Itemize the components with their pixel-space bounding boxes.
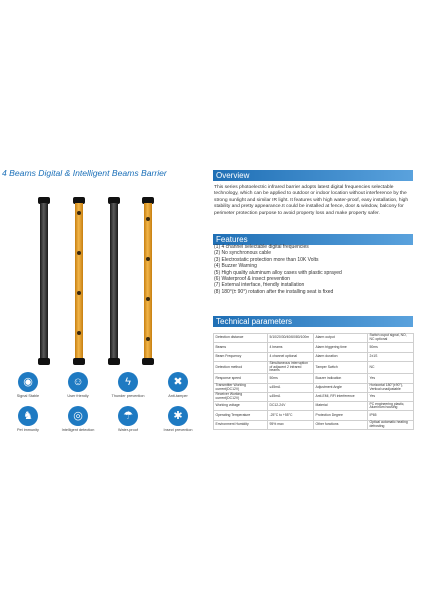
feature-pet: ♞ Pet immunity xyxy=(8,406,48,432)
table-row: Environment Humidity 95% max Other functions Optical automatic heating defrosting xyxy=(214,420,414,429)
feature-item: (6) Waterproof & insect prevention xyxy=(214,276,290,283)
insect-icon: ✱ xyxy=(168,406,188,426)
user-icon: ☺ xyxy=(68,372,88,392)
barrier-pole-open-1 xyxy=(72,197,86,365)
table-row: Receiver Working current(DC12V) ≤45mA Anti-EMI, RFI interference Yes xyxy=(214,392,414,401)
parameters-table xyxy=(213,333,414,430)
tamper-icon: ✖ xyxy=(168,372,188,392)
table-row: Beam Frequency 4 channel optional Alarm duration 2±1S xyxy=(214,352,414,361)
detection-icon: ◎ xyxy=(68,406,88,426)
table-row: Detection method Simultaneous interruption of adjacent 2 infrared beams Tamper Switch NC xyxy=(214,361,414,373)
feature-insect: ✱ Insect prevention xyxy=(158,406,198,432)
table-row: Operating Temperature -25°C to +55°C Protection Degree IP65 xyxy=(214,411,414,420)
barrier-pole-dark-2 xyxy=(107,197,121,365)
feature-waterproof: ☂ Water-proof xyxy=(108,406,148,432)
feature-icons-row-2 xyxy=(8,406,198,432)
feature-item: (3) Electrostatic protection more than 10K Volts xyxy=(214,256,319,263)
feature-icons-row-1 xyxy=(8,372,198,398)
features-heading: Features xyxy=(213,234,413,245)
table-row: Transmitter Working current(DC12V) ≤45mA Adjustment Angle Horizontal 180°(±90°), Vertical unadjustable xyxy=(214,383,414,392)
feature-tamper: ✖ Anti-tamper xyxy=(158,372,198,398)
page-title: 4 Beams Digital & Intelligent Beams Barrier xyxy=(2,168,167,178)
waterproof-icon: ☂ xyxy=(118,406,138,426)
table-row: Beams 4 beams Alarm triggering time 50ms xyxy=(214,343,414,352)
lightning-icon: ϟ xyxy=(118,372,138,392)
feature-item: (8) 180°(± 90°) rotation after the installing seat is fixed xyxy=(214,288,334,295)
feature-thunder: ϟ Thunder prevention xyxy=(108,372,148,398)
table-row: Working voltage DC12-24V Material PC engineering plastic, Aluminum housing xyxy=(214,402,414,411)
signal-icon: ◉ xyxy=(18,372,38,392)
feature-detection: ◎ Intelligent detection xyxy=(58,406,98,432)
table-row: Detection distance 5/10/20/30/40/60/80/100m Alarm output Switch ouput signal, NO, NC optional xyxy=(214,334,414,343)
parameters-heading: Technical parameters xyxy=(213,316,413,327)
feature-signal: ◉ Signal Stable xyxy=(8,372,48,398)
feature-item: (1) 4 channel selectable digital frequencies xyxy=(214,244,309,250)
feature-item: (4) Buzzer Warning xyxy=(214,263,257,270)
overview-text: This series photoelectric infrared barrier adopts latest digital frequencies selectable technology, which can be applied to outdoor or indoor location without interference by the strong sunlight and similar IR light. It features with high water-proof, easy installation, high stability and pretty appearance.It could be installed at fence, door & window, balcony for perimeter protection purpose to avoid property loss and make property safer. xyxy=(214,185,409,216)
table-row: Response speed 50ms Buzzer indication Yes xyxy=(214,374,414,383)
feature-item: (2) No synchronous cable xyxy=(214,250,271,257)
barrier-pole-open-2 xyxy=(141,197,155,365)
feature-item: (7) External interface, friendly installation xyxy=(214,282,305,289)
features-list xyxy=(214,244,414,295)
feature-user: ☺ User friendly xyxy=(58,372,98,398)
feature-item: (5) High quality aluminum alloy cases with plastic sprayed xyxy=(214,269,342,276)
overview-heading: Overview xyxy=(213,170,413,181)
pet-icon: ♞ xyxy=(18,406,38,426)
barrier-pole-dark-1 xyxy=(37,197,51,365)
